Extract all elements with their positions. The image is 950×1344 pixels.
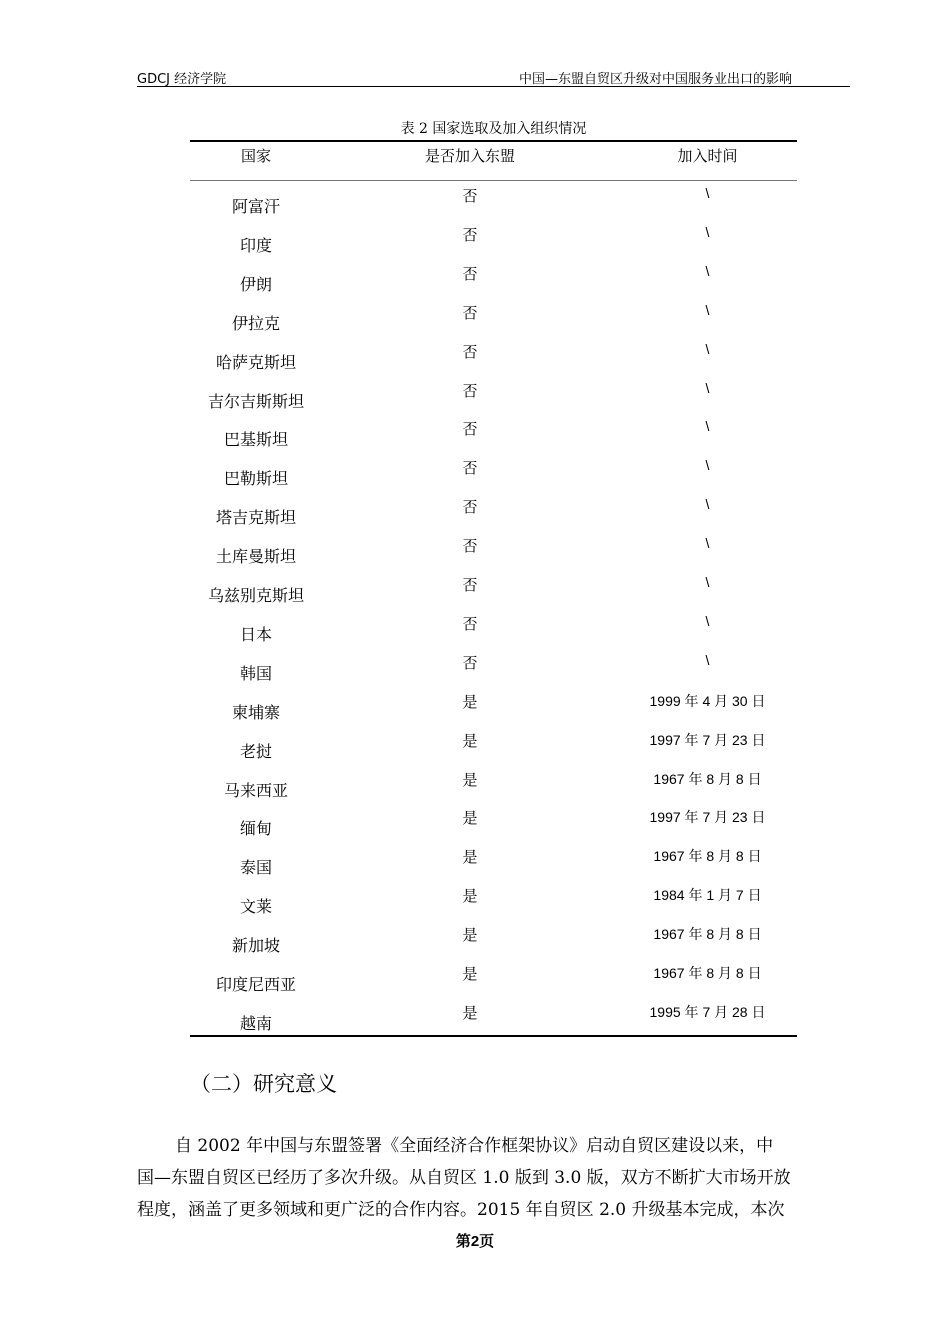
- date-cell: \: [705, 379, 710, 396]
- country-cell: 韩国: [239, 663, 272, 683]
- table-row: [190, 260, 797, 299]
- country-cell: 日本: [239, 624, 272, 644]
- member-cell: 是: [462, 770, 478, 789]
- member-cell: 是: [462, 965, 478, 983]
- member-cell: 否: [462, 264, 478, 283]
- date-cell: 1997 年 7 月 23 日: [649, 731, 766, 748]
- table-row: [190, 960, 797, 999]
- table-row: [190, 882, 797, 921]
- country-cell: 巴勒斯坦: [223, 469, 288, 489]
- body-paragraph: [137, 1130, 850, 1226]
- country-cell: 哈萨克斯坦: [215, 352, 296, 372]
- table-row: [190, 377, 797, 416]
- country-cell: 阿富汗: [231, 197, 280, 216]
- table-top-rule: [190, 140, 797, 142]
- date-cell: \: [705, 457, 710, 474]
- member-cell: 是: [462, 926, 478, 945]
- date-cell: \: [705, 223, 710, 240]
- date-cell: \: [705, 651, 710, 668]
- table-row: [190, 766, 797, 805]
- page-header: [137, 68, 850, 87]
- date-cell: 1997 年 7 月 23 日: [649, 809, 766, 826]
- table-row: [190, 454, 797, 493]
- paragraph-line: 程度，涵盖了更多领域和更广泛的合作内容。2015 年自贸区 2.0 升级基本完成，本次: [137, 1200, 785, 1220]
- table-row: [190, 182, 797, 221]
- table-row: [190, 688, 797, 727]
- paragraph-line: 自 2002 年中国与东盟签署《全面经济合作框架协议》启动自贸区建设以来，中: [175, 1136, 774, 1156]
- table-row: [190, 610, 797, 649]
- member-cell: 否: [462, 303, 478, 322]
- table-row: [190, 804, 797, 843]
- table-row: [190, 299, 797, 338]
- member-cell: 是: [462, 848, 478, 867]
- member-cell: 否: [462, 614, 478, 633]
- table-row: [190, 338, 797, 377]
- country-cell: 老挝: [239, 741, 272, 761]
- member-cell: 是: [462, 1003, 478, 1022]
- date-cell: \: [705, 185, 710, 201]
- header-left-text: GDCJ 经济学院: [137, 72, 227, 87]
- date-cell: 1984 年 1 月 7 日: [653, 887, 762, 904]
- date-cell: 1999 年 4 月 30 日: [649, 692, 766, 709]
- country-cell: 新加坡: [231, 936, 280, 956]
- date-cell: \: [705, 262, 710, 279]
- member-cell: 否: [462, 576, 478, 594]
- date-cell: 1967 年 8 月 8 日: [653, 770, 762, 787]
- country-cell: 吉尔吉斯斯坦: [207, 391, 304, 411]
- table-caption: 表 2 国家选取及加入组织情况: [400, 121, 587, 137]
- member-cell: 否: [462, 381, 478, 400]
- country-cell: 乌兹别克斯坦: [207, 586, 304, 605]
- column-header-country: 国家: [240, 147, 271, 165]
- header-right-text: 中国—东盟自贸区升级对中国服务业出口的影响: [518, 72, 792, 87]
- table-header-rule: [190, 180, 797, 181]
- table-row: [190, 415, 797, 454]
- member-cell: 是: [462, 887, 478, 906]
- country-cell: 伊拉克: [231, 313, 280, 333]
- table-row: [190, 221, 797, 260]
- date-cell: \: [705, 496, 710, 513]
- table-row: [190, 921, 797, 960]
- country-cell: 越南: [239, 1013, 272, 1033]
- member-cell: 否: [462, 342, 478, 361]
- member-cell: 否: [462, 187, 478, 205]
- country-cell: 印度尼西亚: [215, 975, 296, 994]
- table-row: [190, 727, 797, 766]
- date-cell: 1967 年 8 月 8 日: [653, 965, 762, 981]
- date-cell: \: [705, 340, 710, 357]
- date-cell: \: [705, 535, 710, 552]
- table-row: [190, 843, 797, 882]
- page-number: 第2页: [455, 1233, 495, 1250]
- country-cell: 塔吉克斯坦: [215, 508, 296, 528]
- member-cell: 是: [462, 809, 478, 828]
- member-cell: 否: [462, 653, 478, 672]
- member-cell: 否: [462, 459, 478, 478]
- table-bottom-rule: [190, 1035, 797, 1037]
- table-row: [190, 532, 797, 571]
- member-cell: 是: [462, 692, 478, 711]
- paragraph-line: 国—东盟自贸区已经历了多次升级。从自贸区 1.0 版到 3.0 版，双方不断扩大市场开放: [137, 1168, 791, 1188]
- country-cell: 文莱: [239, 897, 272, 917]
- date-cell: \: [705, 574, 710, 590]
- member-cell: 否: [462, 420, 478, 439]
- country-cell: 土库曼斯坦: [215, 547, 296, 567]
- member-cell: 否: [462, 498, 478, 517]
- member-cell: 否: [462, 225, 478, 244]
- column-header-date: 加入时间: [677, 147, 738, 165]
- country-cell: 伊朗: [239, 274, 272, 294]
- country-cell: 马来西亚: [223, 780, 288, 800]
- country-cell: 印度: [239, 235, 272, 255]
- table-row: [190, 493, 797, 532]
- date-cell: 1967 年 8 月 8 日: [653, 926, 762, 943]
- table-row: [190, 999, 797, 1038]
- table-row: [190, 571, 797, 610]
- date-cell: \: [705, 612, 710, 629]
- member-cell: 是: [462, 731, 478, 750]
- date-cell: \: [705, 418, 710, 435]
- country-cell: 柬埔寨: [231, 702, 280, 722]
- column-header-member: 是否加入东盟: [424, 147, 515, 165]
- country-cell: 缅甸: [239, 819, 272, 839]
- table-row: [190, 649, 797, 688]
- country-cell: 泰国: [239, 858, 272, 878]
- date-cell: 1967 年 8 月 8 日: [653, 848, 762, 865]
- section-title: （二）研究意义: [190, 1072, 337, 1096]
- date-cell: 1995 年 7 月 28 日: [649, 1003, 766, 1020]
- member-cell: 否: [462, 537, 478, 556]
- date-cell: \: [705, 301, 710, 318]
- country-cell: 巴基斯坦: [223, 430, 288, 450]
